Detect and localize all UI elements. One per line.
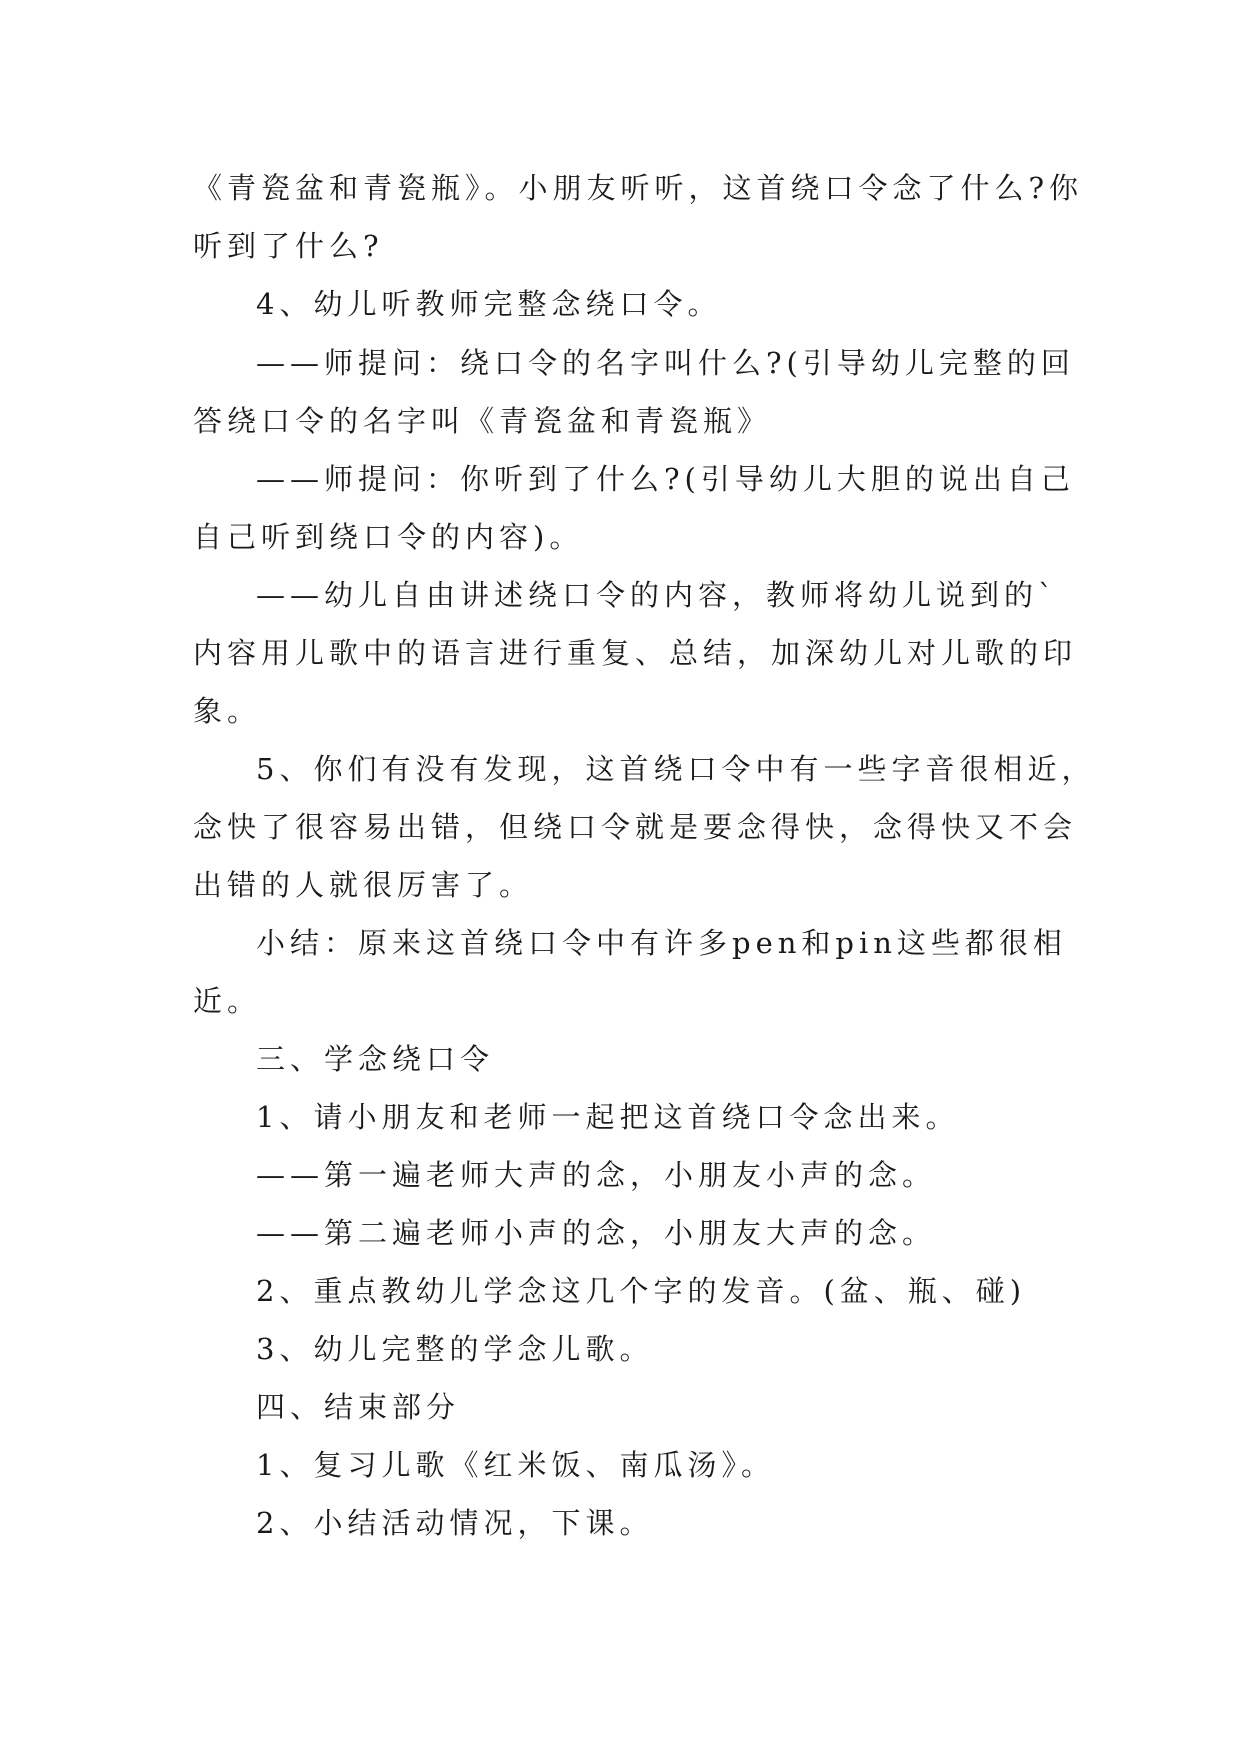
text-line: 4、幼儿听教师完整念绕口令。 [256, 287, 722, 321]
text-line: 3、幼儿完整的学念儿歌。 [256, 1332, 654, 1366]
text-line: 自己听到绕口令的内容)。 [193, 520, 584, 554]
text-line: 5、你们有没有发现，这首绕口令中有一些字音很相近， [256, 752, 1096, 786]
text-line: 听到了什么? [193, 229, 384, 263]
text-line: 2、小结活动情况，下课。 [256, 1506, 654, 1540]
text-line: 2、重点教幼儿学念这几个字的发音。(盆、瓶、碰) [256, 1274, 1027, 1308]
text-line: ——师提问：绕口令的名字叫什么?(引导幼儿完整的回 [256, 346, 1075, 380]
text-line: ——师提问：你听到了什么?(引导幼儿大胆的说出自己 [256, 462, 1075, 496]
text-line: 出错的人就很厉害了。 [193, 868, 534, 902]
text-line: 1、请小朋友和老师一起把这首绕口令念出来。 [256, 1100, 960, 1134]
section-heading: 四、结束部分 [256, 1390, 461, 1424]
section-heading: 三、学念绕口令 [256, 1042, 495, 1076]
text-line: 《青瓷盆和青瓷瓶》。小朋友听听，这首绕口令念了什么?你 [193, 171, 1084, 205]
text-line: ——幼儿自由讲述绕口令的内容，教师将幼儿说到的` [256, 578, 1058, 612]
text-line: 象。 [193, 694, 262, 728]
text-line: 答绕口令的名字叫《青瓷盆和青瓷瓶》 [193, 404, 772, 438]
text-line: 小结：原来这首绕口令中有许多pen和pin这些都很相 [256, 926, 1067, 960]
text-line: ——第二遍老师小声的念，小朋友大声的念。 [256, 1216, 937, 1250]
text-line: 1、复习儿歌《红米饭、南瓜汤》。 [256, 1448, 775, 1482]
text-line: ——第一遍老师大声的念，小朋友小声的念。 [256, 1158, 937, 1192]
text-line: 近。 [193, 984, 262, 1018]
text-line: 念快了很容易出错，但绕口令就是要念得快，念得快又不会 [193, 810, 1078, 844]
text-line: 内容用儿歌中的语言进行重复、总结，加深幼儿对儿歌的印 [193, 636, 1078, 670]
